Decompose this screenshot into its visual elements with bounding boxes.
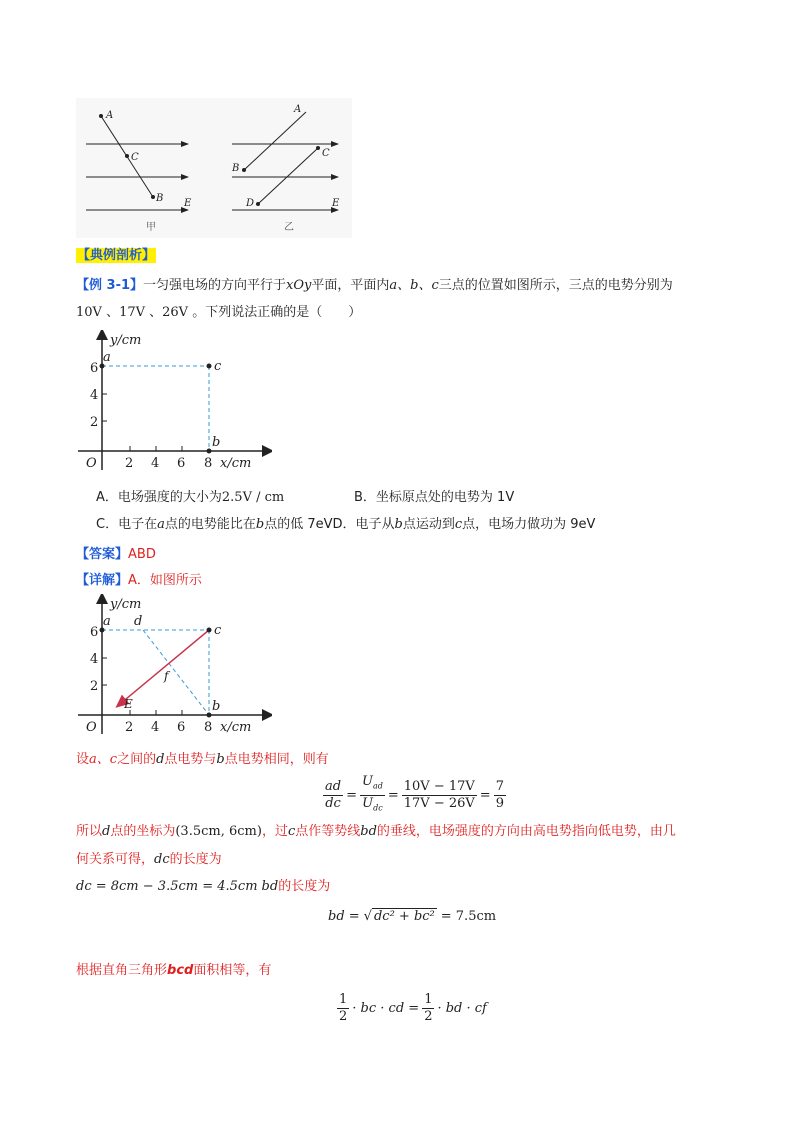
eq1-mid-den-sub: dc	[373, 803, 383, 813]
origin-label-2: O	[86, 720, 97, 735]
sol-l2-bd: bd	[360, 824, 377, 839]
eq2-radicand: dc² + bc²	[373, 909, 435, 924]
option-c-text-1: C．电子在	[96, 517, 158, 532]
equation-1: $\frac{ad}{dc}$ = $\frac{U_{ad}}{U_{dc}}$ = $\frac{10V - 17V}{17V - 26V}$ = $\frac{7}{9}$	[325, 774, 504, 813]
eq3-right: · bd · cf	[437, 1001, 487, 1016]
segment-dc-right	[258, 148, 318, 204]
x-tick-6-2: 6	[177, 720, 186, 735]
y-tick-2-2: 2	[90, 679, 99, 694]
label-c-2: c	[214, 623, 222, 638]
y-tick-2: 2	[90, 415, 99, 430]
option-a	[96, 489, 284, 507]
graph-2	[72, 594, 272, 739]
example-text-1: 一匀强电场的方向平行于	[143, 278, 287, 293]
sol-l2-text-4: 点作等势线	[295, 824, 361, 839]
y-label-2: y/cm	[110, 597, 142, 612]
example-text-1c: 三点的位置如图所示，三点的电势分别为	[438, 278, 673, 293]
sol-l3-text-1: 何关系可得，	[76, 852, 155, 867]
option-c-a: a	[157, 517, 165, 532]
point-c-2	[207, 628, 212, 633]
example-line-2	[76, 304, 361, 322]
point-c	[207, 364, 212, 369]
eq3-num-2: 1	[424, 992, 433, 1007]
eq1-lhs-num: ad	[325, 778, 342, 794]
eq1-r-den: 17V − 26V	[403, 795, 475, 811]
sol-l4-text: 的长度为	[278, 879, 331, 894]
segment-ab-right	[244, 112, 306, 170]
y-tick-4: 4	[90, 388, 99, 403]
sol-l2-d: d	[102, 824, 111, 839]
y-tick-4-2: 4	[90, 652, 99, 667]
solution-line-2	[76, 823, 676, 841]
field-arrow-ce	[120, 630, 209, 704]
sol-l3-dc: dc	[154, 852, 170, 867]
label-E-2: E	[124, 697, 133, 711]
x-tick-6: 6	[177, 456, 186, 471]
point-c	[125, 154, 129, 158]
option-d-b: b	[394, 517, 403, 532]
sol-l2-text-3: ，过	[261, 824, 288, 839]
answer-value: ABD	[128, 547, 156, 562]
sol-l3-text-2: 的长度为	[169, 852, 222, 867]
label-C: C	[131, 152, 139, 163]
y-label: y/cm	[110, 333, 142, 348]
y-tick-6: 6	[90, 361, 99, 376]
sol-l4-bd: bd	[261, 879, 279, 894]
option-d-text-1: 点运动到	[402, 517, 455, 532]
label-B-right: B	[232, 163, 240, 174]
point-b-2	[207, 713, 212, 718]
point-a	[99, 114, 103, 118]
eq3-den-1: 2	[339, 1009, 348, 1024]
option-b	[354, 489, 514, 507]
eq1-r-num: 10V − 17V	[403, 778, 475, 794]
x-tick-4-2: 4	[151, 720, 160, 735]
sol-l2-coord: (3.5cm, 6cm)	[175, 824, 262, 839]
point-c-right	[316, 146, 320, 150]
example-points: a、b、c	[389, 278, 439, 293]
x-tick-8-2: 8	[204, 720, 213, 735]
example-xoy: xOy	[286, 278, 312, 293]
x-label: x/cm	[220, 456, 252, 471]
option-d-text-2: 点，电场力做功为 9eV	[462, 517, 596, 532]
example-line-1	[76, 277, 673, 295]
eq1-lhs-den: dc	[325, 795, 341, 811]
y-tick-6-2: 6	[90, 625, 99, 640]
top-figure	[76, 98, 352, 238]
detail-text: A．如图所示	[128, 573, 202, 588]
answer	[76, 546, 156, 564]
option-c-text-2: 点的电势能比在	[164, 517, 256, 532]
label-d-2: d	[134, 614, 143, 629]
solution-line-5	[76, 962, 271, 980]
option-a-value: 2.5V / cm	[221, 490, 285, 505]
label-a: a	[103, 350, 111, 365]
option-c-b: b	[255, 517, 265, 532]
dashed-db	[143, 630, 209, 715]
label-D-right: D	[246, 198, 255, 209]
label-E-right: E	[332, 198, 340, 209]
eq3-left: · bc · cd =	[352, 1001, 420, 1016]
label-B: B	[156, 193, 164, 204]
label-C-right: C	[322, 148, 330, 159]
eq2-lhs: bd =	[328, 908, 360, 924]
eq3-den-2: 2	[424, 1009, 433, 1024]
eq1-res-num: 7	[495, 778, 504, 794]
example-tag: 【例 3-1】	[76, 278, 144, 293]
sol-l4-eq: dc = 8cm − 3.5cm = 4.5cm	[76, 879, 258, 894]
equation-3	[334, 992, 487, 1025]
sol-text-3: 点电势与	[164, 752, 217, 767]
answer-label: 【答案】	[76, 547, 129, 562]
point-b	[207, 449, 212, 454]
solution-line-4	[76, 878, 330, 896]
label-A: A	[106, 110, 114, 121]
option-c-d	[96, 516, 595, 534]
example-text-1b: 平面，平面内	[311, 278, 390, 293]
label-b: b	[212, 435, 221, 450]
graph-1-svg	[72, 330, 272, 475]
graph-1	[72, 330, 272, 475]
section-title	[76, 247, 156, 265]
eq1-mid-den: U	[362, 795, 374, 811]
solution-line-1	[76, 751, 329, 769]
caption-right: 乙	[284, 222, 294, 233]
x-label-2: x/cm	[220, 720, 252, 735]
option-b-text: B．坐标原点处的电势为 1V	[354, 490, 515, 505]
label-b-2: b	[212, 699, 221, 714]
option-a-text: A．电场强度的大小为	[96, 490, 222, 505]
label-A-right: A	[294, 104, 302, 115]
sol-l2-text-5: 的垂线，电场强度的方向由高电势指向低电势，由几	[376, 824, 676, 839]
solution-line-3	[76, 851, 222, 869]
sol-l5-bcd: bcd	[167, 963, 194, 978]
sol-text-1: 设	[76, 752, 90, 767]
sol-l2-c: c	[287, 824, 296, 839]
sol-b: b	[216, 752, 225, 767]
x-tick-2-2: 2	[125, 720, 134, 735]
graph-2-svg	[72, 594, 272, 739]
eq2-result: = 7.5cm	[440, 908, 497, 924]
x-tick-8: 8	[204, 456, 213, 471]
x-tick-4: 4	[151, 456, 160, 471]
eq1-mid-num: U	[361, 774, 373, 789]
section-title-text: 【典例剖析】	[77, 248, 156, 263]
detail-label: 【详解】	[76, 573, 129, 588]
label-c: c	[214, 359, 222, 374]
example-text-2: 10V 、17V 、26V 。下列说法正确的是（ ）	[76, 305, 362, 320]
detail	[76, 572, 202, 590]
point-b-right	[242, 168, 246, 172]
sol-text-4: 点电势相同，则有	[224, 752, 329, 767]
equation-2: bd = √ dc² + bc² = 7.5cm	[328, 908, 497, 924]
sol-d: d	[156, 752, 165, 767]
label-f-2: f	[164, 669, 169, 683]
caption-left: 甲	[146, 222, 156, 233]
eq1-res-den: 9	[495, 795, 504, 811]
label-a-2: a	[103, 614, 111, 629]
sol-text-2: 之间的	[117, 752, 157, 767]
sol-l2-text-2: 点的坐标为	[110, 824, 176, 839]
top-figure-svg	[76, 98, 352, 238]
option-c-text-3: 点的低 7eVD．电子从	[264, 517, 395, 532]
label-E: E	[184, 198, 192, 209]
option-d-c: c	[454, 517, 463, 532]
sol-l2-text-1: 所以	[76, 824, 103, 839]
eq3-num-1: 1	[339, 992, 348, 1007]
point-b	[151, 195, 155, 199]
eq1-mid-num-sub: ad	[372, 781, 383, 791]
sol-ac: a、c	[89, 752, 118, 767]
point-d-right	[256, 202, 260, 206]
origin-label: O	[86, 456, 97, 471]
x-tick-2: 2	[125, 456, 134, 471]
sol-l5-text-1: 根据直角三角形	[76, 963, 168, 978]
sol-l5-text-2: 面积相等，有	[193, 963, 272, 978]
